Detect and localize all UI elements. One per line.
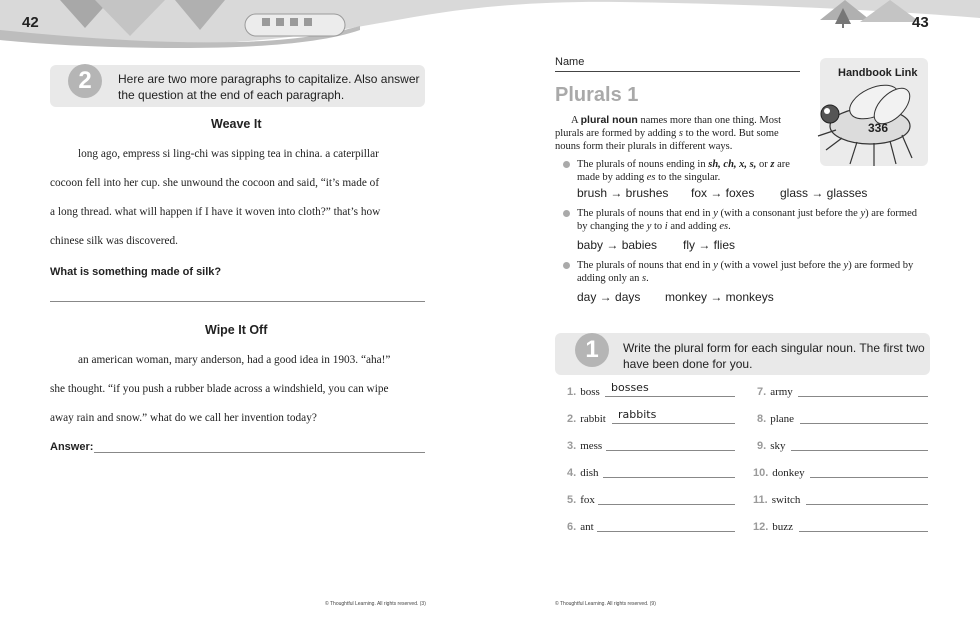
rule2-text: The plurals of nouns that end in y (with a consonant just before the y) are formed by changing the y to i and adding es. (577, 208, 918, 232)
exercise-item-12: 12. buzz (753, 521, 794, 533)
story1-answer-line[interactable] (50, 301, 425, 302)
name-label: Name (555, 56, 585, 68)
rule2-example-1: baby → babies (577, 238, 658, 252)
rule3-text: The plurals of nouns that end in y (with a vowel just before the y) are formed by adding only an s. (577, 260, 914, 284)
rule2-example-2: fly → flies (683, 238, 736, 252)
exercise-answer-line-2[interactable] (612, 423, 735, 424)
page-number-left: 42 (22, 14, 39, 31)
exercise-answer-line-9[interactable] (791, 450, 928, 451)
exercise-item-10: 10. donkey (753, 467, 805, 479)
exercise-answer-1: bosses (611, 381, 649, 394)
exercise-answer-line-6[interactable] (597, 531, 735, 532)
story-title-weave-it: Weave It (211, 117, 262, 131)
story1-line-1: long ago, empress si ling-chi was sipping tea in china. a caterpillar (78, 148, 379, 160)
rule1-example-1: brush → brushes (577, 186, 669, 200)
exercise-answer-line-3[interactable] (606, 450, 735, 451)
page-title: Plurals 1 (555, 84, 639, 106)
exercise-answer-line-1[interactable] (605, 396, 735, 397)
fly-illustration (812, 80, 922, 168)
exercise-answer-line-8[interactable] (800, 423, 928, 424)
activity-instructions: Here are two more paragraphs to capitalize. Also answer the question at the end of each paragraph. (118, 72, 420, 102)
story2-answer-line[interactable] (94, 452, 425, 453)
header-illustration (0, 0, 980, 50)
exercise-answer-line-7[interactable] (798, 396, 928, 397)
story2-line-2: she thought. “if you push a rubber blade across a windshield, you can wipe (50, 383, 389, 395)
rule2-bullet (563, 210, 570, 217)
activity-instructions: Write the plural form for each singular noun. The first two have been done for you. (623, 341, 925, 371)
exercise-answer-line-12[interactable] (799, 531, 928, 532)
rule3-bullet (563, 262, 570, 269)
activity-number-badge: 2 (68, 64, 102, 98)
rule3-example-2: monkey → monkeys (665, 290, 774, 304)
rule1-bullet (563, 161, 570, 168)
exercise-item-8: 8. plane (757, 413, 795, 425)
exercise-answer-2: rabbits (618, 408, 657, 421)
exercise-answer-line-10[interactable] (810, 477, 928, 478)
exercise-item-6: 6. ant (567, 521, 594, 533)
exercise-item-5: 5. fox (567, 494, 595, 506)
rule1-text: The plurals of nouns ending in sh, ch, x, s, or z are made by adding es to the singular. (577, 159, 790, 183)
exercise-answer-line-4[interactable] (603, 477, 735, 478)
story-title-wipe-it-off: Wipe It Off (205, 323, 268, 337)
exercise-item-4: 4. dish (567, 467, 599, 479)
handbook-page-number: 336 (868, 121, 889, 135)
exercise-item-7: 7. army (757, 386, 793, 398)
intro-paragraph: A plural noun names more than one thing. Most plurals are formed by adding s to the word. But some nouns form their plurals in different ways. (555, 114, 781, 152)
story2-line-1: an american woman, mary anderson, had a good idea in 1903. “aha!” (78, 354, 391, 366)
exercise-item-2: 2. rabbit (567, 413, 606, 425)
rule1-example-3: glass → glasses (780, 186, 868, 200)
exercise-item-11: 11. switch (753, 494, 801, 506)
story1-line-2: cocoon fell into her cup. she unwound the cocoon and said, “it’s made of (50, 177, 380, 189)
story1-line-4: chinese silk was discovered. (50, 235, 178, 247)
story1-line-3: a long thread. what will happen if I have it woven into cloth?” that’s how (50, 206, 381, 218)
exercise-item-9: 9. sky (757, 440, 786, 452)
footer-right: © Thoughtful Learning. All rights reserved. (9) (555, 601, 656, 607)
activity-number-badge: 1 (575, 333, 609, 367)
story2-line-3: away rain and snow.” what do we call her invention today? (50, 412, 317, 424)
answer-label: Answer: (50, 441, 94, 453)
rule1-example-2: fox → foxes (691, 186, 755, 200)
exercise-answer-line-5[interactable] (598, 504, 735, 505)
footer-left: © Thoughtful Learning. All rights reserved. (3) (325, 601, 426, 607)
exercise-answer-line-11[interactable] (806, 504, 928, 505)
name-line[interactable] (555, 71, 800, 72)
rule3-example-1: day → days (577, 290, 641, 304)
page-number-right: 43 (912, 14, 929, 31)
handbook-link-label: Handbook Link (838, 67, 918, 79)
story1-question: What is something made of silk? (50, 266, 222, 278)
exercise-item-3: 3. mess (567, 440, 603, 452)
exercise-item-1: 1. boss (567, 386, 600, 398)
